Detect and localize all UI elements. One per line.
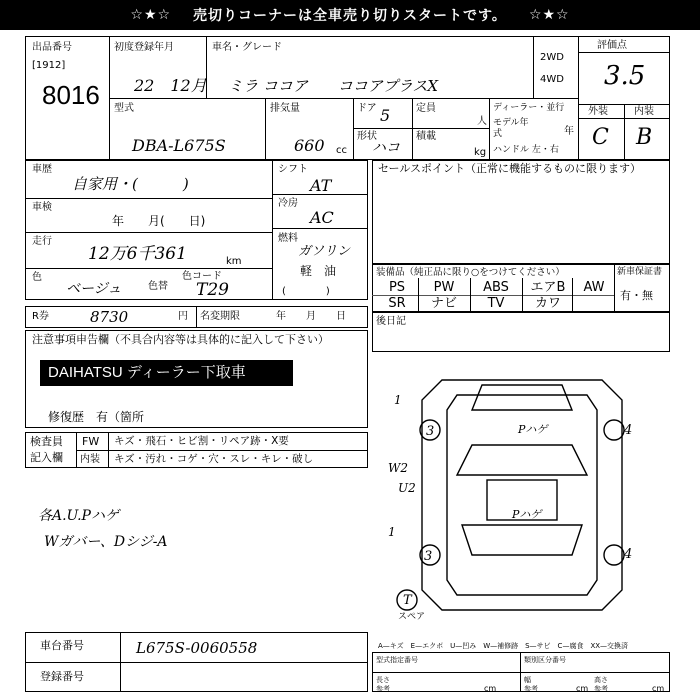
capacity-unit: 人 [477, 116, 487, 127]
diag-mark-t: T [403, 593, 412, 608]
drive-4wd: 4WD [540, 74, 564, 85]
inspector-label-2: 記入欄 [30, 451, 63, 464]
inspection-label: 車検 [32, 202, 52, 213]
load-unit: kg [474, 147, 487, 158]
model-year-label: モデル年式 [493, 118, 529, 139]
cc-label: 排気量 [270, 103, 300, 114]
handle-label: ハンドル 左・右 [493, 145, 559, 155]
ext-value: C [592, 125, 609, 150]
equip-aw: AW [583, 280, 605, 295]
model-value: DBA-L675S [132, 136, 226, 155]
inspector-label: 検査員 [30, 435, 63, 448]
fuel-value: ガソリン [298, 244, 351, 259]
notes-label: 注意事項申告欄（不具合内容等は具体的に記入して下さい） [32, 333, 329, 346]
recycle-value: 8730 [90, 308, 129, 326]
diag-mark-roof: Pハゲ [512, 508, 542, 521]
width-ref: 参考 [524, 685, 538, 693]
ext-label: 外装 [588, 106, 608, 117]
name-value: ミラ ココア ココアプラスX [228, 77, 438, 95]
sales-point-box [372, 160, 670, 264]
chassis-value: L675S-0060558 [136, 639, 258, 657]
tax-value: 年 月 日 [276, 311, 346, 322]
model-year-unit: 年 [564, 126, 574, 137]
drive-2wd: 2WD [540, 52, 564, 63]
equip-tv: TV [487, 296, 505, 311]
diag-mark-3-rear: 3 [424, 549, 433, 564]
ac-label: 冷房 [278, 198, 298, 209]
recycle-unit: 円 [178, 311, 188, 322]
reg-value: 22 12月 [134, 76, 207, 95]
equip-pw: PW [433, 280, 455, 295]
handwritten-note-2: Wガバー、Dシジ-A [44, 534, 168, 550]
new-car-label: 新車保証書 [617, 267, 663, 277]
mileage-unit: km [226, 256, 242, 267]
score-value: 3.5 [604, 61, 646, 91]
score-label: 評価点 [597, 40, 627, 51]
plate-label: 登録番号 [40, 670, 84, 683]
type-spec-label: 型式指定番号 [376, 656, 418, 664]
class-spec-label: 類別区分番号 [524, 656, 566, 664]
doors-value: 5 [380, 106, 391, 125]
fw-items: キズ・飛石・ヒビ割・リペア跡・X要 [114, 435, 289, 447]
history-value: 自家用・( ) [72, 175, 189, 193]
shift-label: シフト [278, 164, 308, 175]
handwritten-note-1: 各A.U.Pハゲ [38, 508, 119, 524]
width-label: 幅 [524, 676, 531, 684]
new-car-value: 有・無 [620, 289, 653, 302]
doors-label: ドア [357, 103, 377, 114]
equip-navi: ナビ [430, 296, 457, 311]
diag-mark-u2: U2 [398, 481, 416, 495]
stars-right: ☆★☆ [528, 7, 570, 23]
height-label: 高さ [594, 676, 608, 684]
height-unit: cm [652, 684, 665, 693]
car-damage-diagram [372, 355, 672, 620]
header-banner [0, 0, 700, 30]
mileage-label: 走行 [32, 236, 52, 247]
diag-mark-front: Pハゲ [518, 423, 548, 436]
model-label: 型式 [114, 103, 134, 114]
lot-number: 8016 [42, 80, 100, 110]
color-code-value: T29 [196, 280, 229, 300]
name-label: 車名・グレード [212, 42, 282, 53]
reg-label: 初度登録年月 [114, 42, 174, 53]
equip-leather: カワ [534, 296, 561, 311]
diag-mark-4-front: 4 [624, 423, 633, 438]
recycle-label: R券 [32, 311, 49, 322]
damage-legend: A—キズ E—エクボ U—凹み W—補修跡 S—サビ C—腐食 XX—交換済 [378, 642, 629, 650]
load-label: 積載 [416, 131, 436, 142]
tax-label: 名変期限 [200, 311, 240, 322]
inspection-value: 年 月( 日) [112, 214, 206, 228]
fuel-option: 軽 油 [300, 264, 337, 278]
int-value: B [636, 125, 653, 150]
int-inspect-label: 内装 [80, 454, 100, 465]
lot-label: 出品番号 [32, 42, 72, 53]
after-box [372, 312, 670, 352]
lot-sub: [1912] [32, 60, 66, 71]
banner-title: 売切りコーナーは全車売り切りスタートです。 [193, 8, 507, 24]
equip-sr: SR [388, 296, 406, 311]
color-value: ベージュ [66, 281, 122, 297]
fuel-label: 燃料 [278, 233, 298, 244]
int-label: 内装 [634, 106, 654, 117]
length-label: 長さ [376, 676, 390, 684]
equip-ps: PS [388, 280, 406, 295]
after-label: 後日記 [376, 316, 406, 327]
length-ref: 参考 [376, 685, 390, 693]
history-label: 車歴 [32, 164, 52, 175]
int-items: キズ・汚れ・コゲ・穴・スレ・キレ・破し [114, 453, 314, 465]
equipment-label: 装備品（純正品に限り○をつけてください） [376, 267, 565, 278]
stars-left: ☆★☆ [130, 7, 172, 23]
diag-mark-4-rear: 4 [624, 547, 633, 562]
capacity-label: 定員 [416, 103, 436, 114]
repair-label: 修復歴 有（箇所 [48, 410, 145, 424]
mileage-value: 12万6千361 [88, 244, 187, 264]
dealer-label: ディーラー・並行 [493, 103, 565, 113]
height-ref: 参考 [594, 685, 608, 693]
color-label: 色 [32, 272, 42, 283]
color-code-label: 色コード [182, 271, 222, 282]
repaint-label: 色替 [148, 281, 168, 292]
shape-value: ハコ [372, 140, 400, 156]
equip-airbag: エアB [530, 280, 566, 295]
shift-value: AT [310, 176, 332, 195]
shape-label: 形状 [357, 131, 377, 142]
ac-value: AC [310, 208, 334, 227]
equip-abs: ABS [483, 280, 509, 295]
width-unit: cm [576, 684, 589, 693]
diag-mark-w2: W2 [388, 461, 408, 475]
sales-point-label: セールスポイント（正常に機能するものに限ります） [378, 162, 642, 175]
spare-label: スペア [398, 612, 426, 622]
diag-mark-1-top: 1 [394, 393, 402, 407]
chassis-label: 車台番号 [40, 639, 84, 652]
cc-unit: cc [336, 145, 347, 156]
fw-label: FW [82, 435, 100, 448]
dealer-trade-in-banner: DAIHATSU ディーラー下取車 [40, 360, 293, 386]
diag-mark-3-front: 3 [426, 424, 435, 439]
diag-mark-1-mid: 1 [388, 525, 396, 539]
fuel-paren: ( ) [282, 286, 330, 297]
cc-value: 660 [294, 136, 325, 155]
length-unit: cm [484, 684, 497, 693]
